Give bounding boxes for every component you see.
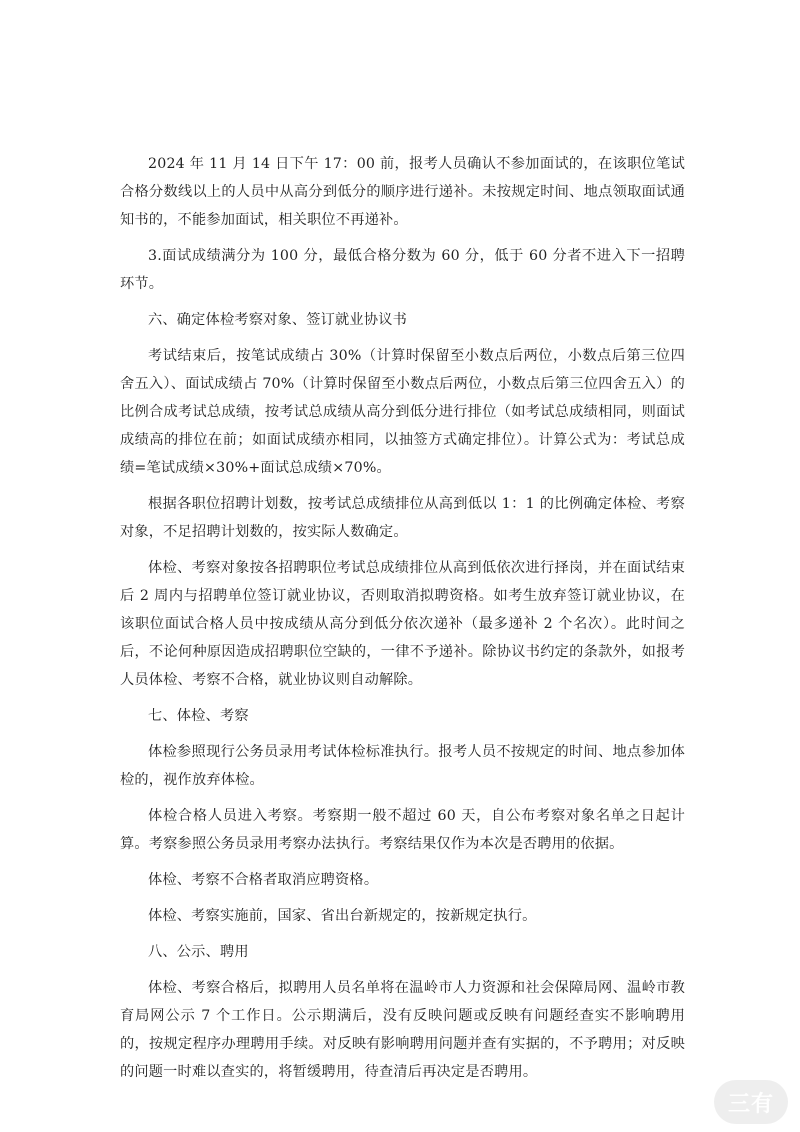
paragraph-job-selection: 体检、考察对象按各招聘职位考试总成绩排位从高到低依次进行择岗，并在面试结束后 2 周内与招聘单位签订就业协议，否则取消拟聘资格。如考生放弃签订就业协议，在该职位面试合格人员中按成绩从高分到低分依次递补（最多递补 2 个名次）。此时间之后，不论何种原因造成招聘职位空缺的，一律不予递补。除协议书约定的条款外，如报考人员体检、考察不合格，就业协议则自动解除。	[120, 560, 685, 688]
paragraph-ratio: 根据各职位招聘计划数，按考试总成绩排位从高到低以 1：1 的比例确定体检、考察对象，不足招聘计划数的，按实际人数确定。	[120, 496, 685, 540]
paragraph-physical-exam: 体检参照现行公务员录用考试体检标准执行。报考人员不按规定的时间、地点参加体检的，视作放弃体检。	[120, 744, 685, 788]
section-heading-seven: 七、体检、考察	[148, 708, 249, 724]
paragraph-disqualify: 体检、考察不合格者取消应聘资格。	[148, 872, 379, 888]
watermark-logo	[714, 1080, 788, 1124]
paragraph-inspection: 体检合格人员进入考察。考察期一般不超过 60 天，自公布考察对象名单之日起计算。考察参照公务员录用考察办法执行。考察结果仅作为本次是否聘用的依据。	[120, 808, 685, 852]
watermark-text: 三有	[727, 1091, 774, 1117]
paragraph-new-rules: 体检、考察实施前，国家、省出台新规定的，按新规定执行。	[148, 908, 537, 924]
document-body	[120, 150, 685, 1094]
paragraph-interview-score: 3.面试成绩满分为 100 分，最低合格分数为 60 分，低于 60 分者不进入下一招聘环节。	[120, 248, 685, 292]
paragraph-total-score: 考试结束后，按笔试成绩占 30%（计算时保留至小数点后两位，小数点后第三位四舍五入）、面试成绩占 70%（计算时保留至小数点后两位，小数点后第三位四舍五入）的比例合成考试总成绩，按考试总成绩从高分到低分进行排位（如考试总成绩相同，则面试成绩高的排位在前；如面试成绩亦相同，以抽签方式确定排位）。计算公式为：考试总成绩=笔试成绩×30%+面试总成绩×70%。	[120, 348, 685, 476]
section-heading-eight: 八、公示、聘用	[148, 944, 249, 960]
section-heading-six: 六、确定体检考察对象、签订就业协议书	[148, 312, 407, 328]
paragraph-publicity: 体检、考察合格后，拟聘用人员名单将在温岭市人力资源和社会保障局网、温岭市教育局网公示 7 个工作日。公示期满后，没有反映问题或反映有问题经查实不影响聘用的，按规定程序办理聘用手续。对反映有影响聘用问题并查有实据的，不予聘用；对反映的问题一时难以查实的，将暂缓聘用，待查清后再决定是否聘用。	[120, 980, 685, 1080]
paragraph-interview-substitution: 2024 年 11 月 14 日下午 17：00 前，报考人员确认不参加面试的，在该职位笔试合格分数线以上的人员中从高分到低分的顺序进行递补。未按规定时间、地点领取面试通知书的，不能参加面试，相关职位不再递补。	[120, 156, 685, 228]
